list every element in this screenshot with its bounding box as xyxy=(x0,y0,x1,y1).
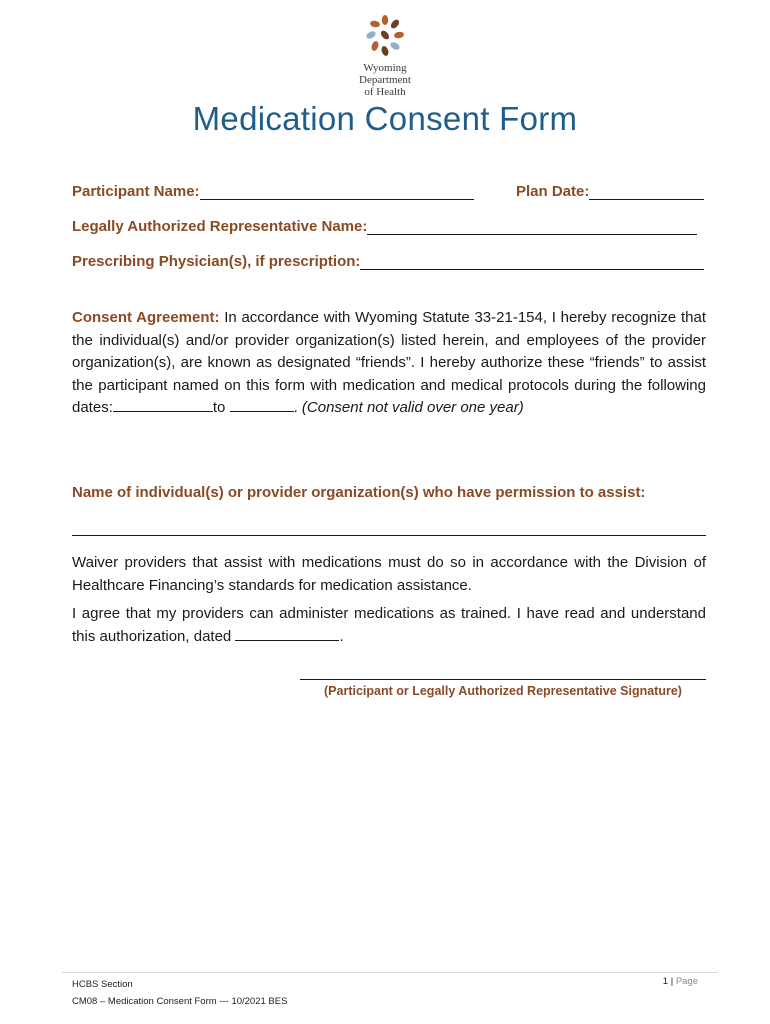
consent-paragraph: Consent Agreement: In accordance with Wyoming Statute 33-21-154, I hereby recognize that the individual(s) and/or provider organization(s) listed herein, and employees of the provider organization(s), are known as designated “friends”. I hereby authorize these “friends” to assist the participant named on this form with medication and medical protocols during the following dates: to . (Consent not valid over one year) xyxy=(72,309,706,416)
page-number: 1 xyxy=(662,976,669,987)
logo-flower-icon xyxy=(365,14,405,60)
legal-rep-row xyxy=(72,218,697,235)
signature-field[interactable] xyxy=(300,679,706,680)
logo-petal xyxy=(382,15,388,25)
participant-name-label: Participant Name: xyxy=(72,183,200,200)
logo-line-2: Department xyxy=(359,74,411,86)
plan-date-row xyxy=(516,183,704,200)
logo-line-1: Wyoming xyxy=(363,62,407,74)
permission-heading xyxy=(72,484,645,501)
permission-names-field[interactable] xyxy=(72,535,706,536)
page-label: Page xyxy=(675,976,698,987)
start-date-field[interactable] xyxy=(113,397,213,412)
footer-page-number xyxy=(663,976,698,987)
waiver-paragraph: Waiver providers that assist with medications must do so in accordance with the Division of Healthcare Financing’s standards for medication assistance. xyxy=(72,554,706,594)
authorization-date-field[interactable] xyxy=(235,626,339,641)
logo-line-3: of Health xyxy=(364,86,406,98)
physician-field[interactable] xyxy=(360,253,704,270)
logo-petal xyxy=(389,41,401,52)
plan-date-label: Plan Date: xyxy=(516,183,590,200)
end-date-field[interactable] xyxy=(230,397,294,412)
footer-form-id: CM08 – Medication Consent Form --- 10/2021 BES xyxy=(72,996,288,1007)
logo-petal xyxy=(365,30,377,41)
consent-note: (Consent not valid over one year) xyxy=(301,399,524,416)
physician-row xyxy=(72,253,704,270)
wdh-logo xyxy=(354,14,416,98)
logo-petal xyxy=(389,18,400,30)
logo-text xyxy=(354,62,416,98)
consent-label: Consent Agreement: xyxy=(72,309,220,326)
logo-petal xyxy=(379,29,390,41)
footer-divider xyxy=(62,972,718,973)
permission-heading-text: Name of individual(s) or provider organization(s) who have permission to assist: xyxy=(72,484,646,501)
physician-label: Prescribing Physician(s), if prescription: xyxy=(72,253,361,270)
plan-date-field[interactable] xyxy=(589,183,704,200)
legal-rep-field[interactable] xyxy=(367,218,697,235)
participant-name-row xyxy=(72,183,474,200)
footer-left xyxy=(72,976,287,1010)
logo-petal xyxy=(370,20,381,28)
agree-paragraph: I agree that my providers can administer medications as trained. I have read and understand this authorization, dated . xyxy=(72,605,706,645)
page-title: Medication Consent Form xyxy=(192,100,578,137)
to-word: to xyxy=(212,399,226,416)
participant-name-field[interactable] xyxy=(200,183,474,200)
logo-petal xyxy=(394,31,405,39)
consent-text: In accordance with Wyoming Statute 33-21-154, I hereby recognize that the individual(s) and/or provider organization(s) listed herein, and employees of the provider organization(s), are known as designated “friends”. I hereby authorize these “friends” to assist the participant named on this form with medication and medical protocols during the following dates: xyxy=(72,309,706,416)
footer-section: HCBS Section xyxy=(72,979,133,990)
agree-text: I agree that my providers can administer medications as trained. I have read and understand this authorization, dated xyxy=(72,605,706,645)
logo-petal xyxy=(370,40,379,52)
signature-label: (Participant or Legally Authorized Representative Signature) xyxy=(324,684,682,698)
page-separator: | xyxy=(670,976,674,987)
logo-petal xyxy=(380,45,389,57)
legal-rep-label: Legally Authorized Representative Name: xyxy=(72,218,368,235)
